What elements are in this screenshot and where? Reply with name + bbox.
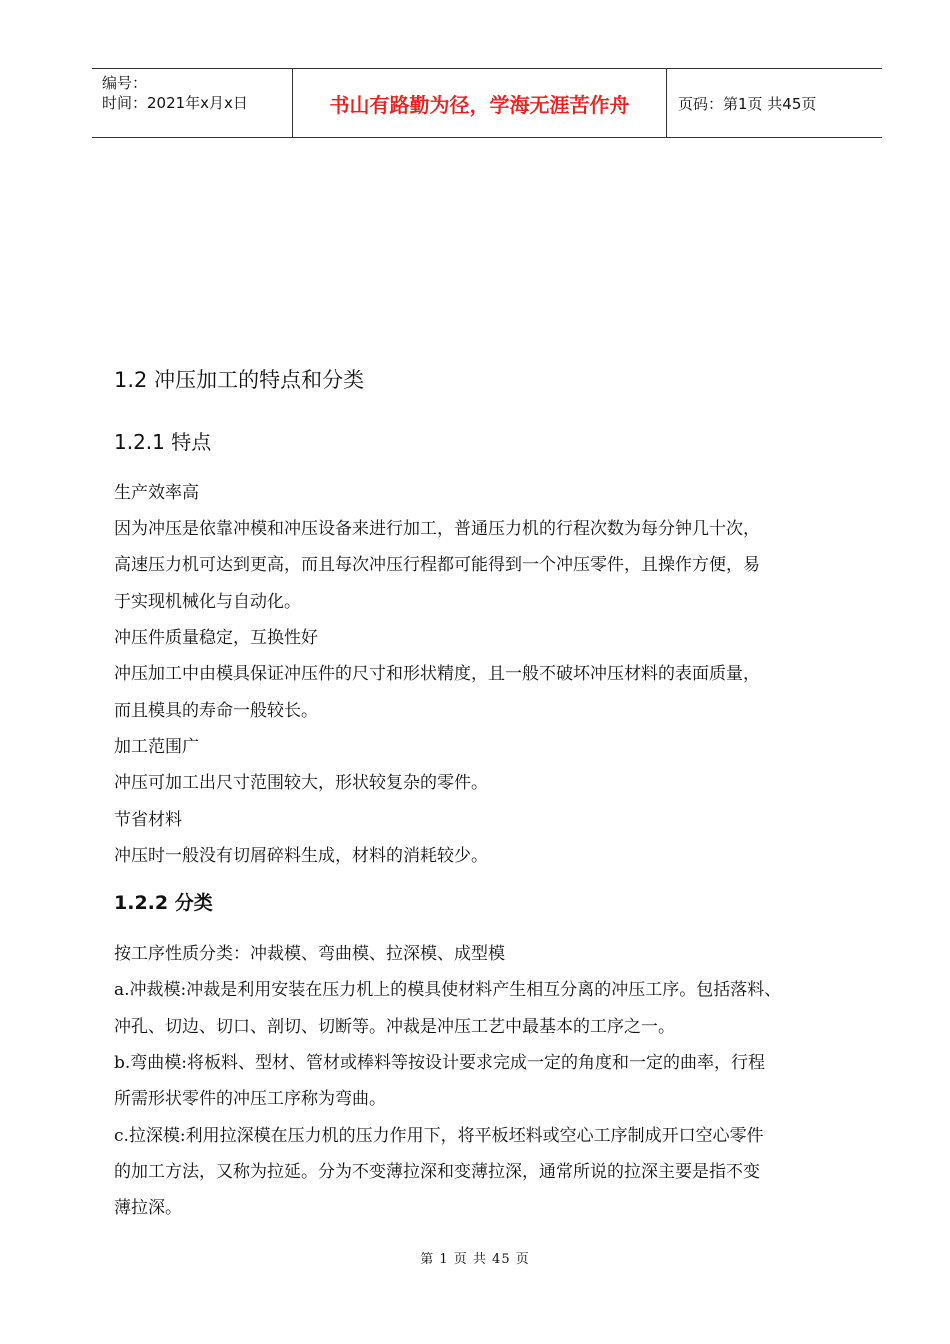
features-heading: 1.2.1 特点 — [114, 430, 212, 454]
header-meta-cell — [92, 69, 292, 137]
feature-title: 生产效率高 — [114, 483, 199, 503]
classification-line: 薄拉深。 — [114, 1198, 182, 1218]
feature-text-line: 于实现机械化与自动化。 — [114, 592, 301, 612]
document-header — [92, 68, 882, 138]
header-page-cell — [666, 69, 882, 137]
classification-intro: 按工序性质分类：冲裁模、弯曲模、拉深模、成型模 — [114, 944, 505, 964]
feature-text-line: 因为冲压是依靠冲模和冲压设备来进行加工，普通压力机的行程次数为每分钟几十次， — [114, 519, 760, 539]
page-footer: 第 1 页 共 45 页 — [420, 1252, 530, 1267]
section-heading: 1.2 冲压加工的特点和分类 — [114, 368, 365, 392]
feature-text-line: 冲压可加工出尺寸范围较大，形状较复杂的零件。 — [114, 773, 488, 793]
serial-label: 编号： — [102, 74, 148, 92]
date-line: 时间：2021年x月x日 — [102, 94, 248, 112]
classification-line: b.弯曲模:将板料、型材、管材或棒料等按设计要求完成一定的角度和一定的曲率，行程 — [114, 1053, 766, 1073]
feature-title: 加工范围广 — [114, 737, 199, 757]
header-page-code: 页码：第1页 共45页 — [678, 94, 817, 113]
classification-heading: 1.2.2 分类 — [114, 892, 213, 914]
feature-title: 节省材料 — [114, 810, 182, 830]
classification-line: 所需形状零件的冲压工序称为弯曲。 — [114, 1089, 386, 1109]
header-motto: 书山有路勤为径，学海无涯苦作舟 — [329, 92, 630, 117]
classification-line: 的加工方法，又称为拉延。分为不变薄拉深和变薄拉深，通常所说的拉深主要是指不变 — [114, 1162, 760, 1182]
classification-line: a.冲裁模:冲裁是利用安装在压力机上的模具使材料产生相互分离的冲压工序。包括落料、 — [114, 980, 782, 1000]
feature-text-line: 而且模具的寿命一般较长。 — [114, 701, 318, 721]
feature-text-line: 冲压加工中由模具保证冲压件的尺寸和形状精度，且一般不破坏冲压材料的表面质量， — [114, 664, 760, 684]
classification-line: 冲孔、切边、切口、剖切、切断等。冲裁是冲压工艺中最基本的工序之一。 — [114, 1017, 675, 1037]
header-motto-cell — [292, 69, 667, 137]
feature-text-line: 冲压时一般没有切屑碎料生成，材料的消耗较少。 — [114, 846, 488, 866]
classification-line: c.拉深模:利用拉深模在压力机的压力作用下，将平板坯料或空心工序制成开口空心零件 — [114, 1126, 764, 1146]
feature-title: 冲压件质量稳定，互换性好 — [114, 628, 318, 648]
feature-text-line: 高速压力机可达到更高，而且每次冲压行程都可能得到一个冲压零件，且操作方便，易 — [114, 555, 760, 575]
